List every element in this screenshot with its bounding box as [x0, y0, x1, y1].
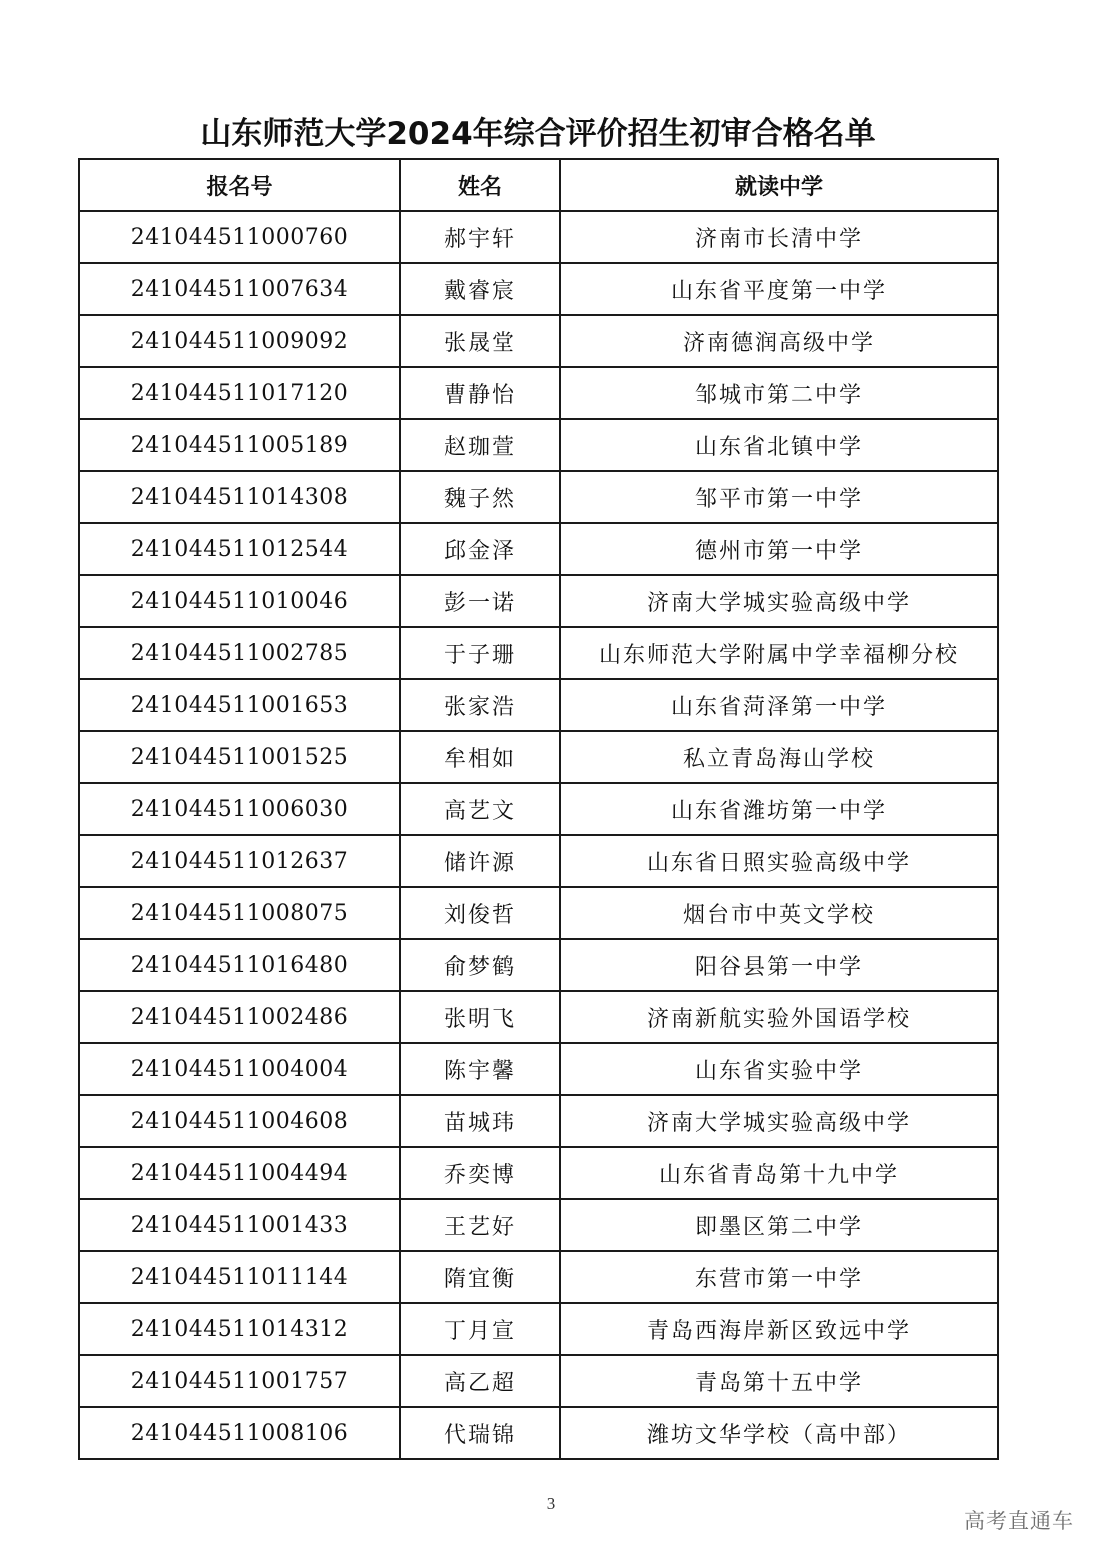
registration-number: 241044511002486 [79, 991, 400, 1043]
school-name: 阳谷县第一中学 [560, 939, 998, 991]
table-row [79, 575, 998, 627]
registration-number: 241044511011144 [79, 1251, 400, 1303]
student-name: 赵珈萱 [400, 419, 560, 471]
table-row [79, 211, 998, 263]
school-name: 青岛第十五中学 [560, 1355, 998, 1407]
registration-number: 241044511016480 [79, 939, 400, 991]
table-row [79, 523, 998, 575]
school-name: 私立青岛海山学校 [560, 731, 998, 783]
table-row [79, 1303, 998, 1355]
registration-number: 241044511004004 [79, 1043, 400, 1095]
watermark: 高考直通车 [964, 1509, 1074, 1533]
registration-number: 241044511014308 [79, 471, 400, 523]
school-name: 德州市第一中学 [560, 523, 998, 575]
school-name: 山东省日照实验高级中学 [560, 835, 998, 887]
school-name: 山东省潍坊第一中学 [560, 783, 998, 835]
school-name: 济南大学城实验高级中学 [560, 575, 998, 627]
column-header-name: 姓名 [400, 159, 560, 211]
student-name: 魏子然 [400, 471, 560, 523]
student-name: 邱金泽 [400, 523, 560, 575]
column-header-school: 就读中学 [560, 159, 998, 211]
table-row [79, 627, 998, 679]
registration-number: 241044511002785 [79, 627, 400, 679]
page-number: 3 [546, 1494, 556, 1513]
table-row [79, 1147, 998, 1199]
registration-number: 241044511008075 [79, 887, 400, 939]
registration-number: 241044511001525 [79, 731, 400, 783]
table-row [79, 887, 998, 939]
table-row [79, 1407, 998, 1459]
student-name: 彭一诺 [400, 575, 560, 627]
registration-number: 241044511005189 [79, 419, 400, 471]
table-row [79, 783, 998, 835]
student-name: 戴睿宸 [400, 263, 560, 315]
student-name: 王艺好 [400, 1199, 560, 1251]
school-name: 山东省青岛第十九中学 [560, 1147, 998, 1199]
school-name: 潍坊文华学校（高中部） [560, 1407, 998, 1459]
registration-number: 241044511004608 [79, 1095, 400, 1147]
table-body [79, 211, 998, 1459]
student-name: 刘俊哲 [400, 887, 560, 939]
student-name: 陈宇馨 [400, 1043, 560, 1095]
student-name: 牟相如 [400, 731, 560, 783]
registration-number: 241044511012637 [79, 835, 400, 887]
student-name: 乔奕博 [400, 1147, 560, 1199]
school-name: 济南大学城实验高级中学 [560, 1095, 998, 1147]
table-row [79, 1043, 998, 1095]
registration-number: 241044511008106 [79, 1407, 400, 1459]
student-name: 高艺文 [400, 783, 560, 835]
applicant-table [78, 158, 999, 1460]
school-name: 山东省菏泽第一中学 [560, 679, 998, 731]
school-name: 山东省平度第一中学 [560, 263, 998, 315]
column-header-registration-number: 报名号 [79, 159, 400, 211]
school-name: 济南新航实验外国语学校 [560, 991, 998, 1043]
student-name: 俞梦鹤 [400, 939, 560, 991]
student-name: 储许源 [400, 835, 560, 887]
table-row [79, 731, 998, 783]
student-name: 于子珊 [400, 627, 560, 679]
school-name: 青岛西海岸新区致远中学 [560, 1303, 998, 1355]
student-name: 代瑞锦 [400, 1407, 560, 1459]
school-name: 烟台市中英文学校 [560, 887, 998, 939]
table-row [79, 419, 998, 471]
school-name: 山东省北镇中学 [560, 419, 998, 471]
table-row [79, 263, 998, 315]
registration-number: 241044511007634 [79, 263, 400, 315]
school-name: 山东省实验中学 [560, 1043, 998, 1095]
school-name: 邹平市第一中学 [560, 471, 998, 523]
school-name: 即墨区第二中学 [560, 1199, 998, 1251]
table-row [79, 1095, 998, 1147]
school-name: 邹城市第二中学 [560, 367, 998, 419]
table-row [79, 1251, 998, 1303]
registration-number: 241044511017120 [79, 367, 400, 419]
registration-number: 241044511012544 [79, 523, 400, 575]
student-name: 张明飞 [400, 991, 560, 1043]
registration-number: 241044511001433 [79, 1199, 400, 1251]
student-name: 高乙超 [400, 1355, 560, 1407]
table-header [79, 159, 998, 211]
registration-number: 241044511000760 [79, 211, 400, 263]
table-row [79, 991, 998, 1043]
registration-number: 241044511014312 [79, 1303, 400, 1355]
registration-number: 241044511006030 [79, 783, 400, 835]
school-name: 东营市第一中学 [560, 1251, 998, 1303]
student-name: 张晟堂 [400, 315, 560, 367]
student-name: 苗城玮 [400, 1095, 560, 1147]
school-name: 济南市长清中学 [560, 211, 998, 263]
table-row [79, 471, 998, 523]
student-name: 郝宇轩 [400, 211, 560, 263]
table-row [79, 939, 998, 991]
student-name: 丁月宣 [400, 1303, 560, 1355]
table-row [79, 679, 998, 731]
registration-number: 241044511009092 [79, 315, 400, 367]
school-name: 济南德润高级中学 [560, 315, 998, 367]
table-row [79, 315, 998, 367]
header-row [79, 159, 998, 211]
table-row [79, 1199, 998, 1251]
registration-number: 241044511001653 [79, 679, 400, 731]
table-row [79, 835, 998, 887]
registration-number: 241044511010046 [79, 575, 400, 627]
student-name: 曹静怡 [400, 367, 560, 419]
table-row [79, 367, 998, 419]
student-name: 隋宜衡 [400, 1251, 560, 1303]
student-name: 张家浩 [400, 679, 560, 731]
school-name: 山东师范大学附属中学幸福柳分校 [560, 627, 998, 679]
table-row [79, 1355, 998, 1407]
registration-number: 241044511004494 [79, 1147, 400, 1199]
registration-number: 241044511001757 [79, 1355, 400, 1407]
document-title: 山东师范大学2024年综合评价招生初审合格名单 [200, 116, 876, 152]
